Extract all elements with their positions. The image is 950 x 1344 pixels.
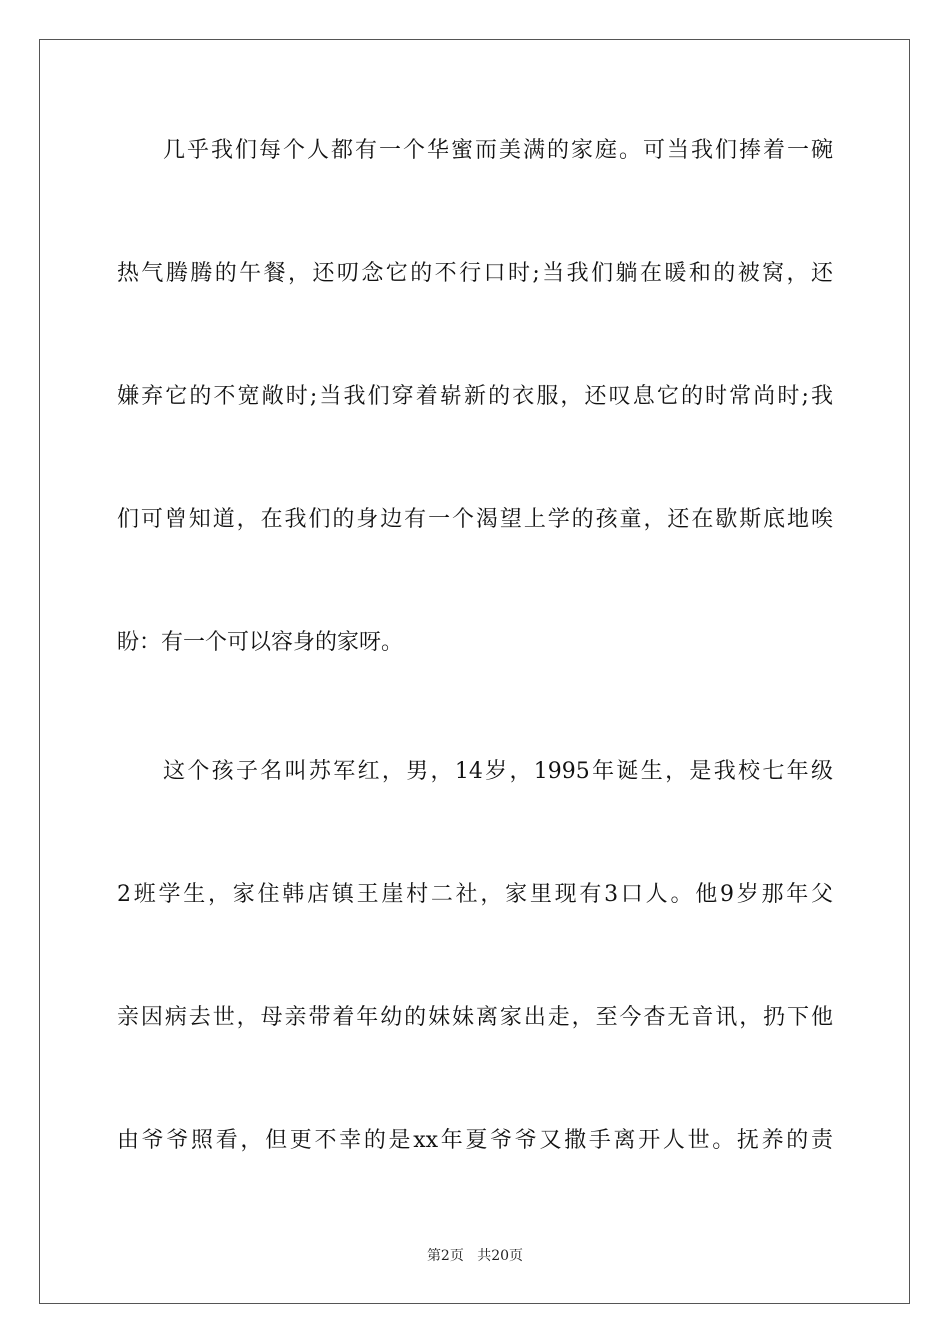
paragraph-1-line-2: 热气腾腾的午餐，还叨念它的不行口时;当我们躺在暖和的被窝，还: [117, 261, 833, 286]
paragraph-2-line-1: 这个孩子名叫苏军红，男，14岁，1995年诞生，是我校七年级: [163, 759, 833, 784]
paragraph-1-line-3: 嫌弃它的不宽敞时;当我们穿着崭新的衣服，还叹息它的时常尚时;我: [117, 384, 833, 409]
paragraph-1-line-5: 盼：有一个可以容身的家呀。: [117, 630, 404, 655]
paragraph-1-line-4: 们可曾知道，在我们的身边有一个渴望上学的孩童，还在歇斯底地唉: [117, 507, 833, 532]
paragraph-2-line-3: 亲因病去世，母亲带着年幼的妹妹离家出走，至今杳无音讯，扔下他: [117, 1005, 833, 1030]
page-frame: [39, 39, 910, 1304]
paragraph-2-line-2: 2班学生，家住韩店镇王崖村二社，家里现有3口人。他9岁那年父: [117, 882, 833, 907]
footer-spacer: [464, 1248, 477, 1264]
paragraph-2-line-4: 由爷爷照看，但更不幸的是xx年夏爷爷又撒手离开人世。抚养的责: [117, 1128, 833, 1153]
page-total: 共20页: [477, 1248, 524, 1264]
page-number: 第2页: [426, 1248, 464, 1264]
page-footer: [0, 1247, 950, 1265]
paragraph-1-line-1: 几乎我们每个人都有一个华蜜而美满的家庭。可当我们捧着一碗: [163, 138, 833, 163]
